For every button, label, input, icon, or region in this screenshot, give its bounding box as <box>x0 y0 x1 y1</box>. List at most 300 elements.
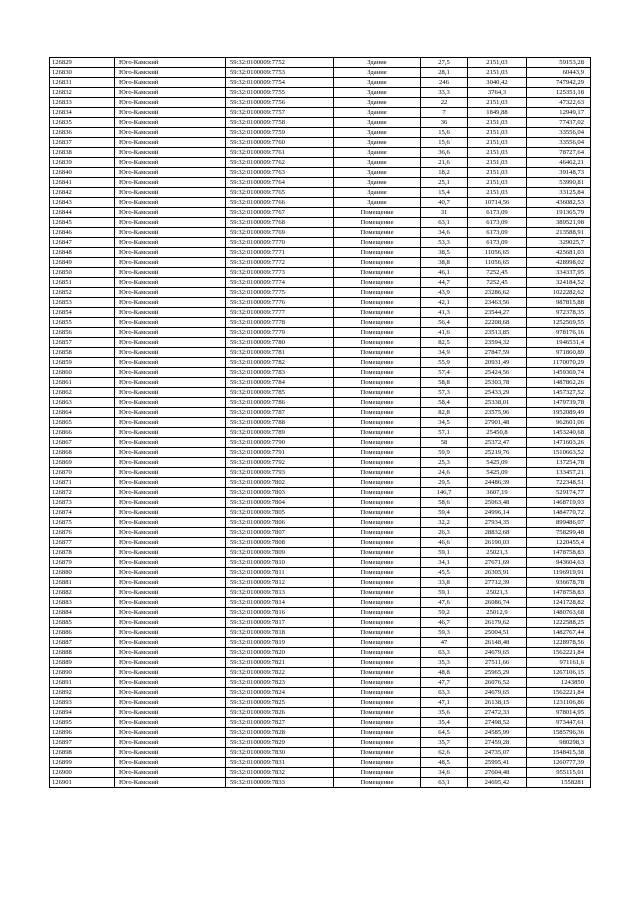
area-cell: 35,6 <box>421 708 468 718</box>
row-number-cell: 126849 <box>50 258 115 268</box>
object-type-cell: Помещение <box>334 588 421 598</box>
specific-value-cell: 2151,03 <box>468 178 527 188</box>
object-type-cell: Здание <box>334 118 421 128</box>
row-number-cell: 126882 <box>50 588 115 598</box>
cadastral-number-cell: 59:32:0100009:7768 <box>226 218 334 228</box>
specific-value-cell: 24585,99 <box>468 728 527 738</box>
row-number-cell: 126836 <box>50 128 115 138</box>
cadastral-value-cell: 191365,79 <box>527 208 591 218</box>
area-cell: 41,6 <box>421 328 468 338</box>
cadastral-value-cell: 1222588,25 <box>527 618 591 628</box>
object-type-cell: Здание <box>334 178 421 188</box>
table-row <box>50 628 591 638</box>
object-type-cell: Помещение <box>334 558 421 568</box>
row-number-cell: 126855 <box>50 318 115 328</box>
row-number-cell: 126879 <box>50 558 115 568</box>
specific-value-cell: 2151,03 <box>468 188 527 198</box>
area-cell: 18,2 <box>421 168 468 178</box>
row-number-cell: 126872 <box>50 488 115 498</box>
area-cell: 55,9 <box>421 358 468 368</box>
cadastral-number-cell: 59:32:0100009:7760 <box>226 138 334 148</box>
area-cell: 46,6 <box>421 538 468 548</box>
cadastral-value-cell: 1479739,78 <box>527 398 591 408</box>
row-number-cell: 126847 <box>50 238 115 248</box>
specific-value-cell: 28832,68 <box>468 528 527 538</box>
row-number-cell: 126877 <box>50 538 115 548</box>
cadastral-number-cell: 59:32:0100009:7823 <box>226 678 334 688</box>
row-number-cell: 126846 <box>50 228 115 238</box>
cadastral-number-cell: 59:32:0100009:7828 <box>226 728 334 738</box>
district-cell: Юго-Камский <box>115 608 226 618</box>
row-number-cell: 126859 <box>50 358 115 368</box>
object-type-cell: Помещение <box>334 738 421 748</box>
specific-value-cell: 27847,59 <box>468 348 527 358</box>
table-row <box>50 198 591 208</box>
cadastral-number-cell: 59:32:0100009:7788 <box>226 418 334 428</box>
row-number-cell: 126893 <box>50 698 115 708</box>
table-row <box>50 518 591 528</box>
row-number-cell: 126835 <box>50 118 115 128</box>
district-cell: Юго-Камский <box>115 628 226 638</box>
area-cell: 38,5 <box>421 248 468 258</box>
object-type-cell: Помещение <box>334 208 421 218</box>
area-cell: 53,3 <box>421 238 468 248</box>
object-type-cell: Помещение <box>334 678 421 688</box>
table-row <box>50 118 591 128</box>
area-cell: 58,8 <box>421 378 468 388</box>
specific-value-cell: 25303,78 <box>468 378 527 388</box>
table-row <box>50 758 591 768</box>
row-number-cell: 126864 <box>50 408 115 418</box>
row-number-cell: 126862 <box>50 388 115 398</box>
district-cell: Юго-Камский <box>115 378 226 388</box>
area-cell: 22 <box>421 98 468 108</box>
cadastral-number-cell: 59:32:0100009:7819 <box>226 638 334 648</box>
specific-value-cell: 25338,01 <box>468 398 527 408</box>
cadastral-value-cell: 1484770,72 <box>527 508 591 518</box>
specific-value-cell: 25433,29 <box>468 388 527 398</box>
cadastral-number-cell: 59:32:0100009:7818 <box>226 628 334 638</box>
row-number-cell: 126870 <box>50 468 115 478</box>
cadastral-number-cell: 59:32:0100009:7824 <box>226 688 334 698</box>
district-cell: Юго-Камский <box>115 58 226 68</box>
area-cell: 46,7 <box>421 618 468 628</box>
cadastral-number-cell: 59:32:0100009:7822 <box>226 668 334 678</box>
table-row <box>50 418 591 428</box>
table-row <box>50 658 591 668</box>
specific-value-cell: 6173,09 <box>468 228 527 238</box>
table-row <box>50 768 591 778</box>
specific-value-cell: 25424,56 <box>468 368 527 378</box>
cadastral-number-cell: 59:32:0100009:7814 <box>226 598 334 608</box>
district-cell: Юго-Камский <box>115 168 226 178</box>
object-type-cell: Помещение <box>334 258 421 268</box>
object-type-cell: Помещение <box>334 748 421 758</box>
cadastral-number-cell: 59:32:0100009:7783 <box>226 368 334 378</box>
object-type-cell: Помещение <box>334 478 421 488</box>
cadastral-value-cell: 936678,78 <box>527 578 591 588</box>
table-row <box>50 608 591 618</box>
cadastral-number-cell: 59:32:0100009:7829 <box>226 738 334 748</box>
table-row <box>50 678 591 688</box>
cadastral-value-cell: 1548415,38 <box>527 748 591 758</box>
cadastral-value-cell: 329025,7 <box>527 238 591 248</box>
object-type-cell: Здание <box>334 108 421 118</box>
cadastral-value-cell: 428998,02 <box>527 258 591 268</box>
specific-value-cell: 24996,14 <box>468 508 527 518</box>
specific-value-cell: 26076,52 <box>468 678 527 688</box>
row-number-cell: 126885 <box>50 618 115 628</box>
object-type-cell: Помещение <box>334 318 421 328</box>
district-cell: Юго-Камский <box>115 668 226 678</box>
cadastral-value-cell: 425681,03 <box>527 248 591 258</box>
district-cell: Юго-Камский <box>115 498 226 508</box>
table-row <box>50 318 591 328</box>
object-type-cell: Помещение <box>334 658 421 668</box>
area-cell: 36,6 <box>421 148 468 158</box>
row-number-cell: 126883 <box>50 598 115 608</box>
cadastral-value-cell: 973447,61 <box>527 718 591 728</box>
cadastral-number-cell: 59:32:0100009:7791 <box>226 448 334 458</box>
cadastral-number-cell: 59:32:0100009:7756 <box>226 98 334 108</box>
table-row <box>50 728 591 738</box>
district-cell: Юго-Камский <box>115 118 226 128</box>
cadastral-number-cell: 59:32:0100009:7833 <box>226 778 334 788</box>
area-cell: 58,6 <box>421 498 468 508</box>
table-row <box>50 568 591 578</box>
area-cell: 26,3 <box>421 528 468 538</box>
cadastral-number-cell: 59:32:0100009:7793 <box>226 468 334 478</box>
district-cell: Юго-Камский <box>115 738 226 748</box>
row-number-cell: 126854 <box>50 308 115 318</box>
district-cell: Юго-Камский <box>115 388 226 398</box>
specific-value-cell: 3607,19 <box>468 488 527 498</box>
cadastral-number-cell: 59:32:0100009:7790 <box>226 438 334 448</box>
row-number-cell: 126871 <box>50 478 115 488</box>
district-cell: Юго-Камский <box>115 308 226 318</box>
area-cell: 25,1 <box>421 178 468 188</box>
specific-value-cell: 6173,09 <box>468 218 527 228</box>
cadastral-number-cell: 59:32:0100009:7787 <box>226 408 334 418</box>
row-number-cell: 126887 <box>50 638 115 648</box>
object-type-cell: Здание <box>334 198 421 208</box>
cadastral-number-cell: 59:32:0100009:7774 <box>226 278 334 288</box>
cadastral-value-cell: 33556,04 <box>527 128 591 138</box>
cadastral-value-cell: 60443,9 <box>527 68 591 78</box>
cadastral-number-cell: 59:32:0100009:7775 <box>226 288 334 298</box>
specific-value-cell: 27671,69 <box>468 558 527 568</box>
cadastral-value-cell: 1459369,74 <box>527 368 591 378</box>
area-cell: 35,3 <box>421 658 468 668</box>
cadastral-value-cell: 1952089,49 <box>527 408 591 418</box>
object-type-cell: Здание <box>334 68 421 78</box>
specific-value-cell: 2151,03 <box>468 98 527 108</box>
table-row <box>50 618 591 628</box>
area-cell: 15,6 <box>421 138 468 148</box>
table-row <box>50 468 591 478</box>
specific-value-cell: 25012,9 <box>468 608 527 618</box>
cadastral-number-cell: 59:32:0100009:7826 <box>226 708 334 718</box>
table-row <box>50 268 591 278</box>
area-cell: 44,7 <box>421 278 468 288</box>
area-cell: 33,8 <box>421 578 468 588</box>
cadastral-value-cell: 1231106,86 <box>527 698 591 708</box>
area-cell: 33,3 <box>421 88 468 98</box>
object-type-cell: Помещение <box>334 418 421 428</box>
specific-value-cell: 11056,65 <box>468 258 527 268</box>
area-cell: 34,6 <box>421 228 468 238</box>
area-cell: 59,3 <box>421 628 468 638</box>
row-number-cell: 126874 <box>50 508 115 518</box>
district-cell: Юго-Камский <box>115 158 226 168</box>
area-cell: 46,1 <box>421 268 468 278</box>
row-number-cell: 126841 <box>50 178 115 188</box>
area-cell: 59,4 <box>421 508 468 518</box>
cadastral-value-cell: 971161,6 <box>527 658 591 668</box>
row-number-cell: 126890 <box>50 668 115 678</box>
table-row <box>50 168 591 178</box>
row-number-cell: 126901 <box>50 778 115 788</box>
table-row <box>50 558 591 568</box>
area-cell: 36 <box>421 118 468 128</box>
cadastral-table <box>49 57 591 788</box>
object-type-cell: Помещение <box>334 508 421 518</box>
row-number-cell: 126894 <box>50 708 115 718</box>
object-type-cell: Помещение <box>334 528 421 538</box>
table-row <box>50 778 591 788</box>
row-number-cell: 126839 <box>50 158 115 168</box>
object-type-cell: Здание <box>334 148 421 158</box>
table-row <box>50 218 591 228</box>
district-cell: Юго-Камский <box>115 618 226 628</box>
area-cell: 25,3 <box>421 458 468 468</box>
row-number-cell: 126863 <box>50 398 115 408</box>
specific-value-cell: 25995,41 <box>468 758 527 768</box>
specific-value-cell: 25372,47 <box>468 438 527 448</box>
cadastral-value-cell: 137254,78 <box>527 458 591 468</box>
cadastral-value-cell: 12949,17 <box>527 108 591 118</box>
row-number-cell: 126856 <box>50 328 115 338</box>
table-row <box>50 328 591 338</box>
area-cell: 59,2 <box>421 608 468 618</box>
district-cell: Юго-Камский <box>115 268 226 278</box>
object-type-cell: Здание <box>334 168 421 178</box>
area-cell: 35,4 <box>421 718 468 728</box>
row-number-cell: 126833 <box>50 98 115 108</box>
cadastral-value-cell: 1243850 <box>527 678 591 688</box>
area-cell: 29,5 <box>421 478 468 488</box>
object-type-cell: Здание <box>334 158 421 168</box>
object-type-cell: Помещение <box>334 538 421 548</box>
cadastral-value-cell: 1480763,68 <box>527 608 591 618</box>
cadastral-number-cell: 59:32:0100009:7827 <box>226 718 334 728</box>
cadastral-number-cell: 59:32:0100009:7780 <box>226 338 334 348</box>
district-cell: Юго-Камский <box>115 658 226 668</box>
object-type-cell: Здание <box>334 58 421 68</box>
area-cell: 45,5 <box>421 568 468 578</box>
area-cell: 47,6 <box>421 598 468 608</box>
table-row <box>50 68 591 78</box>
district-cell: Юго-Камский <box>115 508 226 518</box>
object-type-cell: Помещение <box>334 718 421 728</box>
table-row <box>50 738 591 748</box>
cadastral-value-cell: 33125,84 <box>527 188 591 198</box>
table-body <box>50 58 591 788</box>
specific-value-cell: 2151,03 <box>468 58 527 68</box>
object-type-cell: Помещение <box>334 638 421 648</box>
specific-value-cell: 2151,03 <box>468 128 527 138</box>
cadastral-number-cell: 59:32:0100009:7779 <box>226 328 334 338</box>
district-cell: Юго-Камский <box>115 108 226 118</box>
cadastral-value-cell: 436082,53 <box>527 198 591 208</box>
area-cell: 56,4 <box>421 318 468 328</box>
cadastral-number-cell: 59:32:0100009:7785 <box>226 388 334 398</box>
row-number-cell: 126837 <box>50 138 115 148</box>
area-cell: 59,1 <box>421 548 468 558</box>
area-cell: 58 <box>421 438 468 448</box>
cadastral-number-cell: 59:32:0100009:7758 <box>226 118 334 128</box>
specific-value-cell: 2151,03 <box>468 68 527 78</box>
object-type-cell: Помещение <box>334 728 421 738</box>
cadastral-number-cell: 59:32:0100009:7762 <box>226 158 334 168</box>
table-row <box>50 228 591 238</box>
cadastral-value-cell: 1228978,56 <box>527 638 591 648</box>
area-cell: 63,1 <box>421 218 468 228</box>
row-number-cell: 126868 <box>50 448 115 458</box>
row-number-cell: 126861 <box>50 378 115 388</box>
cadastral-number-cell: 59:32:0100009:7757 <box>226 108 334 118</box>
district-cell: Юго-Камский <box>115 488 226 498</box>
object-type-cell: Помещение <box>334 778 421 788</box>
cadastral-value-cell: 125351,18 <box>527 88 591 98</box>
specific-value-cell: 23544,27 <box>468 308 527 318</box>
row-number-cell: 126865 <box>50 418 115 428</box>
cadastral-number-cell: 59:32:0100009:7808 <box>226 538 334 548</box>
cadastral-value-cell: 978176,16 <box>527 328 591 338</box>
row-number-cell: 126900 <box>50 768 115 778</box>
row-number-cell: 126830 <box>50 68 115 78</box>
district-cell: Юго-Камский <box>115 728 226 738</box>
object-type-cell: Помещение <box>334 498 421 508</box>
row-number-cell: 126892 <box>50 688 115 698</box>
row-number-cell: 126891 <box>50 678 115 688</box>
specific-value-cell: 26305,91 <box>468 568 527 578</box>
object-type-cell: Помещение <box>334 458 421 468</box>
row-number-cell: 126875 <box>50 518 115 528</box>
area-cell: 24,6 <box>421 468 468 478</box>
table-row <box>50 458 591 468</box>
cadastral-number-cell: 59:32:0100009:7782 <box>226 358 334 368</box>
district-cell: Юго-Камский <box>115 148 226 158</box>
document-page <box>49 57 590 788</box>
table-row <box>50 648 591 658</box>
row-number-cell: 126850 <box>50 268 115 278</box>
area-cell: 64,5 <box>421 728 468 738</box>
specific-value-cell: 27498,52 <box>468 718 527 728</box>
specific-value-cell: 25021,3 <box>468 548 527 558</box>
row-number-cell: 126857 <box>50 338 115 348</box>
cadastral-value-cell: 747942,29 <box>527 78 591 88</box>
district-cell: Юго-Камский <box>115 528 226 538</box>
cadastral-value-cell: 1562221,84 <box>527 648 591 658</box>
table-row <box>50 388 591 398</box>
cadastral-number-cell: 59:32:0100009:7763 <box>226 168 334 178</box>
object-type-cell: Помещение <box>334 548 421 558</box>
cadastral-value-cell: 59153,28 <box>527 58 591 68</box>
cadastral-number-cell: 59:32:0100009:7766 <box>226 198 334 208</box>
table-row <box>50 258 591 268</box>
area-cell: 82,8 <box>421 408 468 418</box>
cadastral-value-cell: 1252569,55 <box>527 318 591 328</box>
district-cell: Юго-Камский <box>115 248 226 258</box>
table-row <box>50 88 591 98</box>
district-cell: Юго-Камский <box>115 88 226 98</box>
row-number-cell: 126845 <box>50 218 115 228</box>
district-cell: Юго-Камский <box>115 258 226 268</box>
cadastral-number-cell: 59:32:0100009:7786 <box>226 398 334 408</box>
table-row <box>50 698 591 708</box>
cadastral-value-cell: 39148,73 <box>527 168 591 178</box>
district-cell: Юго-Камский <box>115 138 226 148</box>
area-cell: 48,5 <box>421 758 468 768</box>
area-cell: 43,9 <box>421 288 468 298</box>
specific-value-cell: 25063,48 <box>468 498 527 508</box>
object-type-cell: Помещение <box>334 698 421 708</box>
row-number-cell: 126851 <box>50 278 115 288</box>
table-row <box>50 348 591 358</box>
object-type-cell: Здание <box>334 98 421 108</box>
area-cell: 15,4 <box>421 188 468 198</box>
cadastral-value-cell: 1510663,52 <box>527 448 591 458</box>
district-cell: Юго-Камский <box>115 328 226 338</box>
district-cell: Юго-Камский <box>115 428 226 438</box>
area-cell: 42,1 <box>421 298 468 308</box>
district-cell: Юго-Камский <box>115 688 226 698</box>
district-cell: Юго-Камский <box>115 538 226 548</box>
row-number-cell: 126899 <box>50 758 115 768</box>
table-row <box>50 748 591 758</box>
row-number-cell: 126860 <box>50 368 115 378</box>
district-cell: Юго-Камский <box>115 338 226 348</box>
table-row <box>50 588 591 598</box>
table-row <box>50 138 591 148</box>
object-type-cell: Помещение <box>334 428 421 438</box>
cadastral-number-cell: 59:32:0100009:7812 <box>226 578 334 588</box>
cadastral-number-cell: 59:32:0100009:7778 <box>226 318 334 328</box>
cadastral-number-cell: 59:32:0100009:7832 <box>226 768 334 778</box>
area-cell: 47,7 <box>421 678 468 688</box>
row-number-cell: 126848 <box>50 248 115 258</box>
cadastral-value-cell: 78727,64 <box>527 148 591 158</box>
cadastral-number-cell: 59:32:0100009:7753 <box>226 68 334 78</box>
object-type-cell: Помещение <box>334 708 421 718</box>
district-cell: Юго-Камский <box>115 748 226 758</box>
specific-value-cell: 23594,32 <box>468 338 527 348</box>
district-cell: Юго-Камский <box>115 358 226 368</box>
area-cell: 62,6 <box>421 748 468 758</box>
cadastral-number-cell: 59:32:0100009:7820 <box>226 648 334 658</box>
specific-value-cell: 2151,03 <box>468 138 527 148</box>
cadastral-value-cell: 1022282,62 <box>527 288 591 298</box>
object-type-cell: Помещение <box>334 688 421 698</box>
district-cell: Юго-Камский <box>115 398 226 408</box>
cadastral-value-cell: 1478758,83 <box>527 548 591 558</box>
specific-value-cell: 26086,74 <box>468 598 527 608</box>
row-number-cell: 126842 <box>50 188 115 198</box>
cadastral-value-cell: 722348,51 <box>527 478 591 488</box>
row-number-cell: 126884 <box>50 608 115 618</box>
cadastral-number-cell: 59:32:0100009:7784 <box>226 378 334 388</box>
